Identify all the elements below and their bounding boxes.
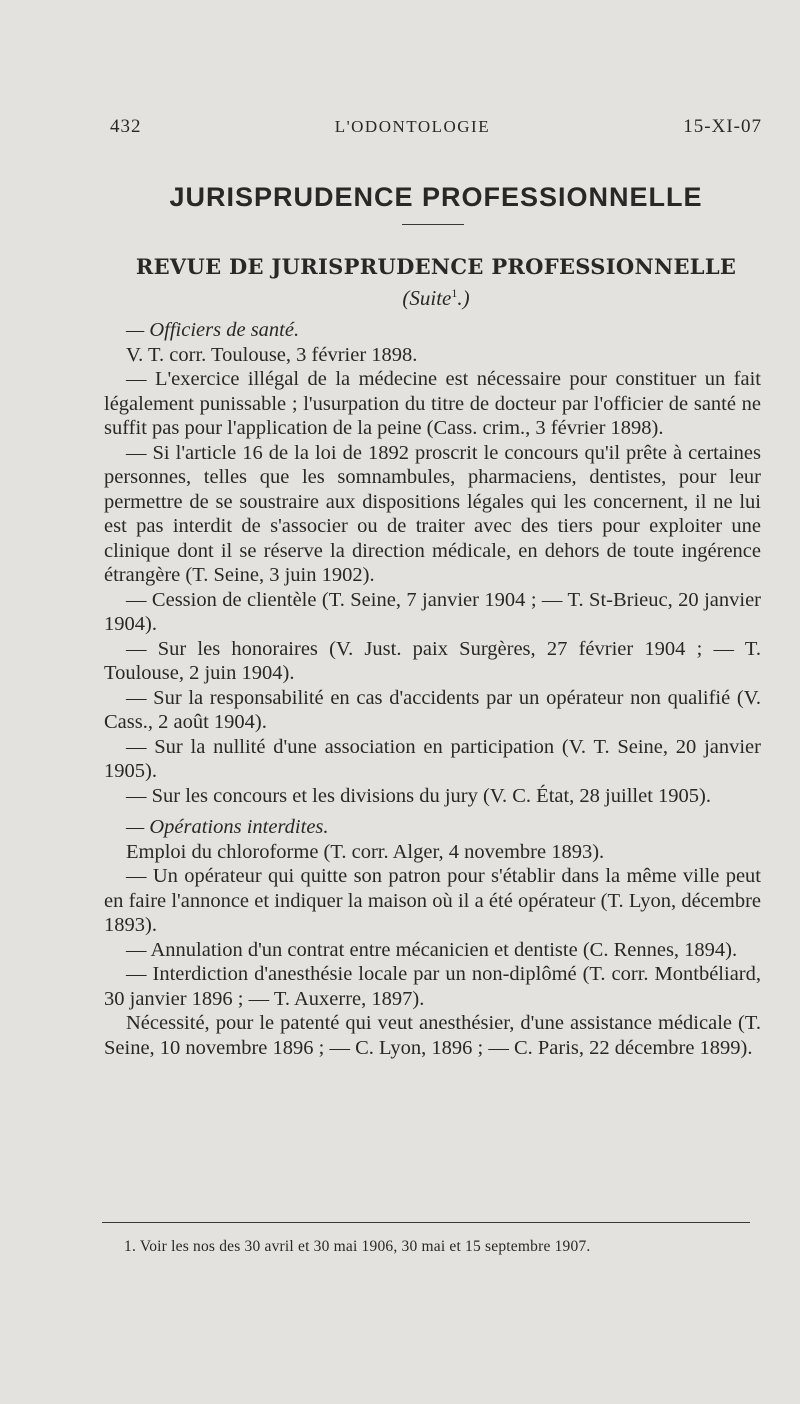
suite-close: .) (457, 286, 470, 310)
continuation-note (110, 286, 762, 311)
paragraph: — Un opérateur qui quitte son patron pour s'établir dans la même ville peut en faire l'annonce et indiquer la maison où il a été opérateur (T. Lyon, décembre 1893). (104, 865, 761, 936)
journal-name: L'ODONTOLOGIE (334, 117, 491, 136)
title-divider (402, 224, 464, 225)
article-body (104, 318, 761, 1060)
paragraph: — Sur les concours et les divisions du jury (V. C. État, 28 juillet 1905). (126, 784, 711, 807)
paragraph: — L'exercice illégal de la médecine est nécessaire pour constituer un fait légalement punissable ; l'usurpation du titre de docteur par l'officier de santé ne suffit pas pour l'application de la peine (Cass. crim., 3 février 1898). (104, 368, 761, 439)
section-subtitle: REVUE DE JURISPRUDENCE PROFESSIONNELLE (135, 254, 737, 279)
paragraph: Nécessité, pour le patenté qui veut anesthésier, d'une assistance médicale (T. Seine, 10 novembre 1896 ; — C. Lyon, 1896 ; — C. Paris, 22 décembre 1899). (104, 1012, 761, 1059)
paragraph: — Sur la nullité d'une association en participation (V. T. Seine, 20 janvier 1905). (104, 735, 761, 782)
paragraph: — Sur les honoraires (V. Just. paix Surgères, 27 février 1904 ; — T. Toulouse, 2 juin 1904). (104, 637, 761, 684)
issue-date: 15-XI-07 (683, 116, 762, 137)
paragraph: — Interdiction d'anesthésie locale par un non-diplômé (T. corr. Montbéliard, 30 janvier 1896 ; — T. Auxerre, 1897). (104, 963, 761, 1010)
footnote-marker: 1 (451, 286, 458, 300)
suite-label: (Suite (402, 286, 452, 310)
paragraph: Emploi du chloroforme (T. corr. Alger, 4 novembre 1893). (126, 840, 605, 863)
page-number: 432 (110, 116, 142, 137)
section-heading-officiers: — Officiers de santé. (126, 319, 300, 341)
section-heading-operations: — Opérations interdites. (126, 816, 329, 838)
footnote: 1. Voir les nos des 30 avril et 30 mai 1906, 30 mai et 15 septembre 1907. (124, 1238, 591, 1255)
paragraph: — Sur la responsabilité en cas d'accidents par un opérateur non qualifié (V. Cass., 2 août 1904). (104, 686, 761, 733)
paragraph: — Annulation d'un contrat entre mécanicien et dentiste (C. Rennes, 1894). (126, 938, 738, 961)
running-header (110, 116, 762, 138)
paragraph: — Si l'article 16 de la loi de 1892 proscrit le concours qu'il prête à certaines personnes, telles que les somnambules, pharmaciens, dentistes, pour leur permettre de se soustraire aux dispositions légales qui les concernent, il ne lui est pas interdit de s'associer ou de traiter avec des tiers pour exploiter une clinique dont il se réserve la direction médicale, en dehors de toute ingérence étrangère (T. Seine, 3 juin 1902). (104, 441, 761, 586)
footnote-divider (102, 1222, 750, 1223)
paragraph: — Cession de clientèle (T. Seine, 7 janvier 1904 ; — T. St-Brieuc, 20 janvier 1904). (104, 588, 761, 635)
page-title: JURISPRUDENCE PROFESSIONNELLE (169, 182, 703, 212)
paragraph: V. T. corr. Toulouse, 3 février 1898. (126, 343, 418, 366)
